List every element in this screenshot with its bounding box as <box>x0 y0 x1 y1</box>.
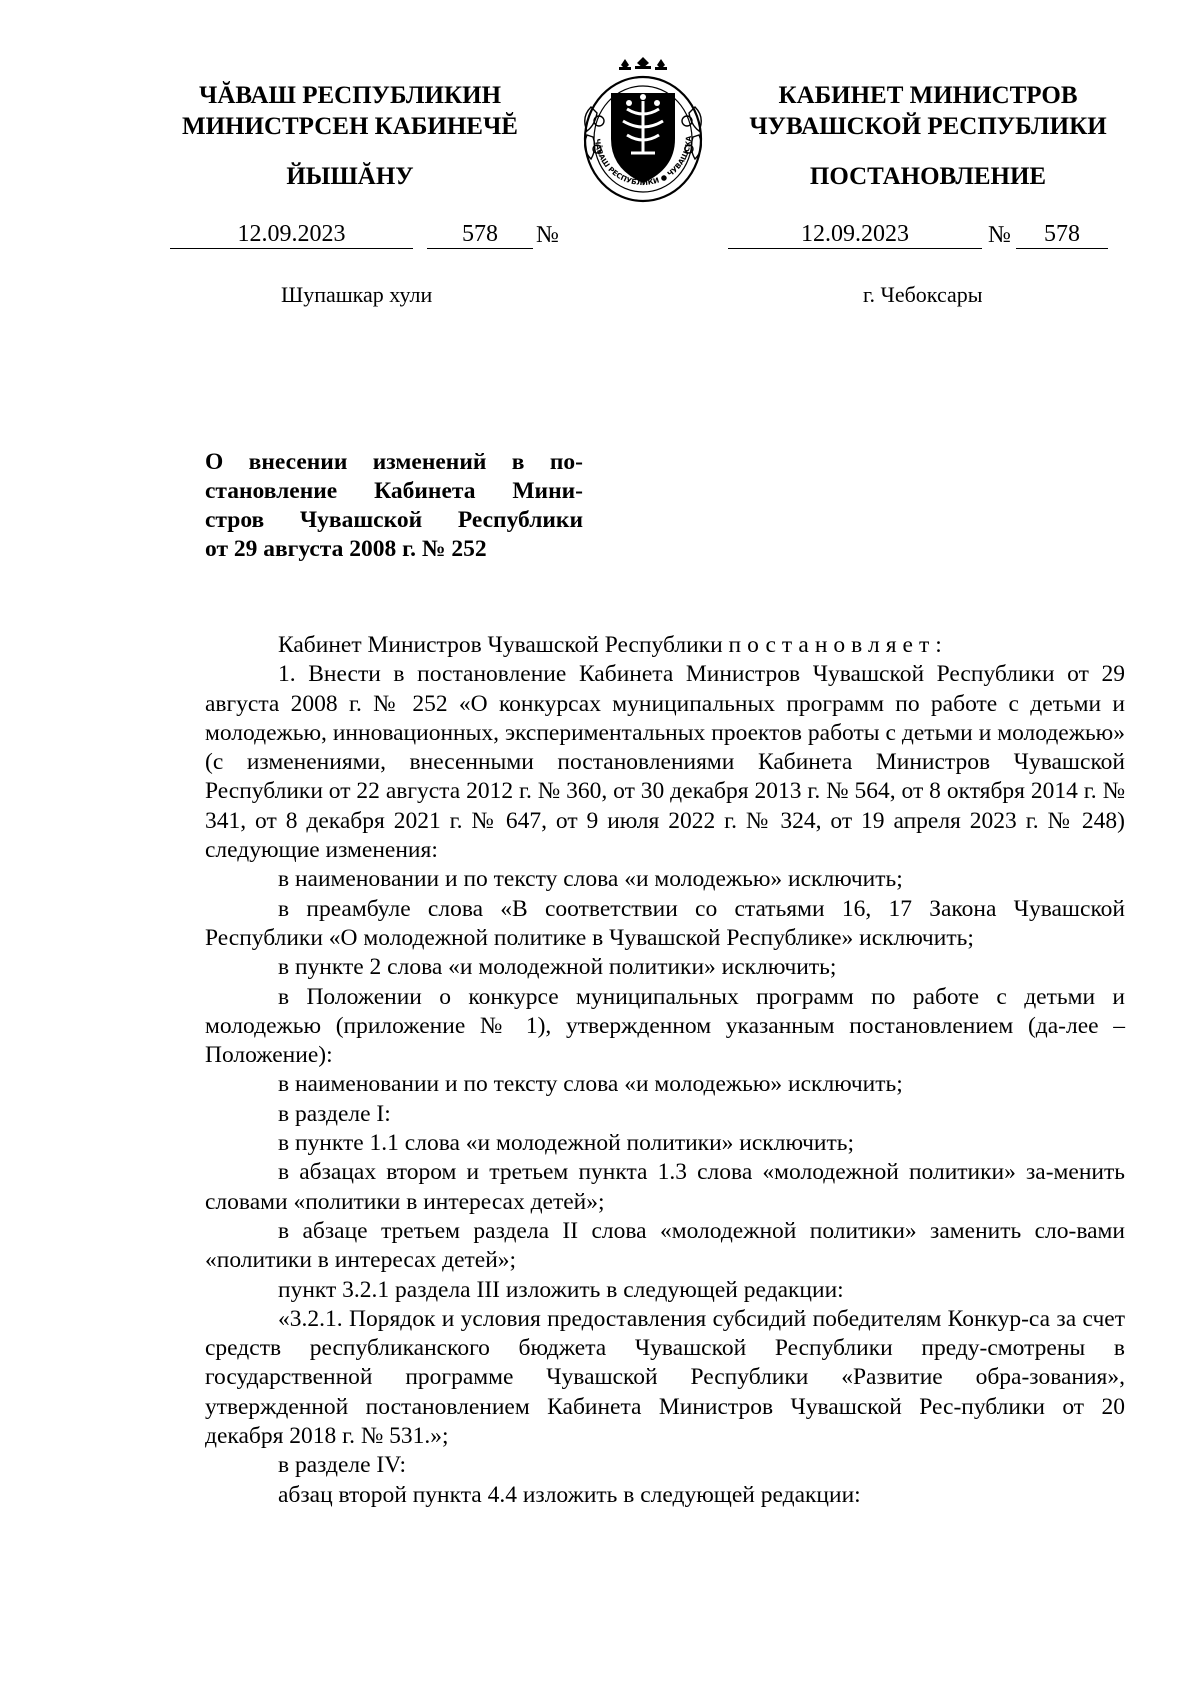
left-title-line2: МИНИСТРСЕН КАБИНЕЧĔ <box>182 113 518 140</box>
subject-line-3: стров Чувашской Республики <box>205 507 583 533</box>
document-subject <box>205 448 583 564</box>
intro-text: Кабинет Министров Чувашской Республики <box>278 632 729 658</box>
left-header-title <box>150 80 550 142</box>
body-paragraph: в абзаце третьем раздела II слова «молодежной политики» заменить сло-вами «политики в интересах детей»; <box>205 1217 1125 1274</box>
right-title-line1: КАБИНЕТ МИНИСТРОВ <box>778 82 1078 109</box>
right-title-line2: ЧУВАШСКОЙ РЕСПУБЛИКИ <box>749 113 1107 140</box>
intro-spaced-word: постановляет: <box>728 632 948 658</box>
left-doc-type: ЙЫШĂНУ <box>286 163 414 190</box>
body-paragraph: абзац второй пункта 4.4 изложить в следующей редакции: <box>278 1481 861 1508</box>
emblem-inscription: ЧĂВАШ РЕСПУБЛИКИ ● ЧУВАШСКА <box>592 135 694 188</box>
body-paragraph: 1. Внести в постановление Кабинета Министров Чувашской Республики от 29 августа 2008 г. № 252 «О конкурсах муниципальных программ по работе с детьми и молодежью, инновационных, экспериментальных проектов работы с детьми и молодежью» (с изменениями, внесенными постановлениями Кабинета Министров Чувашской Республики от 22 августа 2012 г. № 360, от 30 декабря 2013 г. № 564, от 8 октября 2014 г. № 341, от 8 декабря 2021 г. № 647, от 9 июля 2022 г. № 324, от 19 апреля 2023 г. № 248) следующие изменения: <box>205 661 1125 864</box>
right-number-field: 578 <box>1016 221 1108 249</box>
subject-line-2: становление Кабинета Мини- <box>205 478 583 504</box>
body-paragraph: в пункте 1.1 слова «и молодежной политики» исключить; <box>278 1130 855 1157</box>
body-paragraph: в преамбуле слова «В соответствии со статьями 16, 17 Закона Чувашской Республики «О молодежной политике в Чувашской Республике» исключить; <box>205 895 1125 951</box>
body-paragraph: в Положении о конкурсе муниципальных программ по работе с детьми и молодежью (приложение № 1), утвержденном указанным постановлением (да-лее – Положение): <box>205 983 1125 1069</box>
body-paragraph: в разделе IV: <box>278 1452 407 1479</box>
body-paragraph: пункт 3.2.1 раздела III изложить в следующей редакции: <box>278 1276 844 1303</box>
right-doc-type: ПОСТАНОВЛЕНИЕ <box>809 163 1047 190</box>
body-paragraph: в разделе I: <box>278 1100 391 1127</box>
document-body <box>205 631 1125 1510</box>
body-paragraph: в пункте 2 слова «и молодежной политики» исключить; <box>278 954 837 981</box>
body-paragraph: «3.2.1. Порядок и условия предоставления субсидий победителям Конкур-са за счет средств республиканского бюджета Чувашской Республики преду-смотрены в государственной программе Чувашской Республики «Развитие обра-зования», утвержденной постановлением Кабинета Министров Чувашской Рес-публики от 20 декабря 2018 г. № 531.»; <box>205 1305 1125 1450</box>
right-date-field: 12.09.2023 <box>728 221 982 249</box>
right-number-sign: № <box>988 222 1011 248</box>
left-title-line1: ЧĂВАШ РЕСПУБЛИКИН <box>198 82 502 109</box>
subject-line-4: от 29 августа 2008 г. № 252 <box>205 536 487 562</box>
place-left: Шупашкар хули <box>281 282 433 307</box>
intro-paragraph <box>205 631 1125 660</box>
place-right: г. Чебоксары <box>863 282 983 307</box>
body-paragraph: в наименовании и по тексту слова «и молодежью» исключить; <box>278 866 903 893</box>
right-header-title <box>728 80 1128 142</box>
left-number-field: 578 <box>427 221 533 249</box>
body-paragraph: в абзацах втором и третьем пункта 1.3 слова «молодежной политики» за-менить словами «политики в интересах детей»; <box>205 1159 1125 1215</box>
left-date-field: 12.09.2023 <box>170 221 413 249</box>
body-paragraph: в наименовании и по тексту слова «и молодежью» исключить; <box>278 1071 903 1098</box>
chuvash-coat-of-arms-icon <box>569 57 717 205</box>
left-number-sign: № <box>536 222 559 248</box>
subject-line-1: О внесении изменений в по- <box>205 449 583 475</box>
